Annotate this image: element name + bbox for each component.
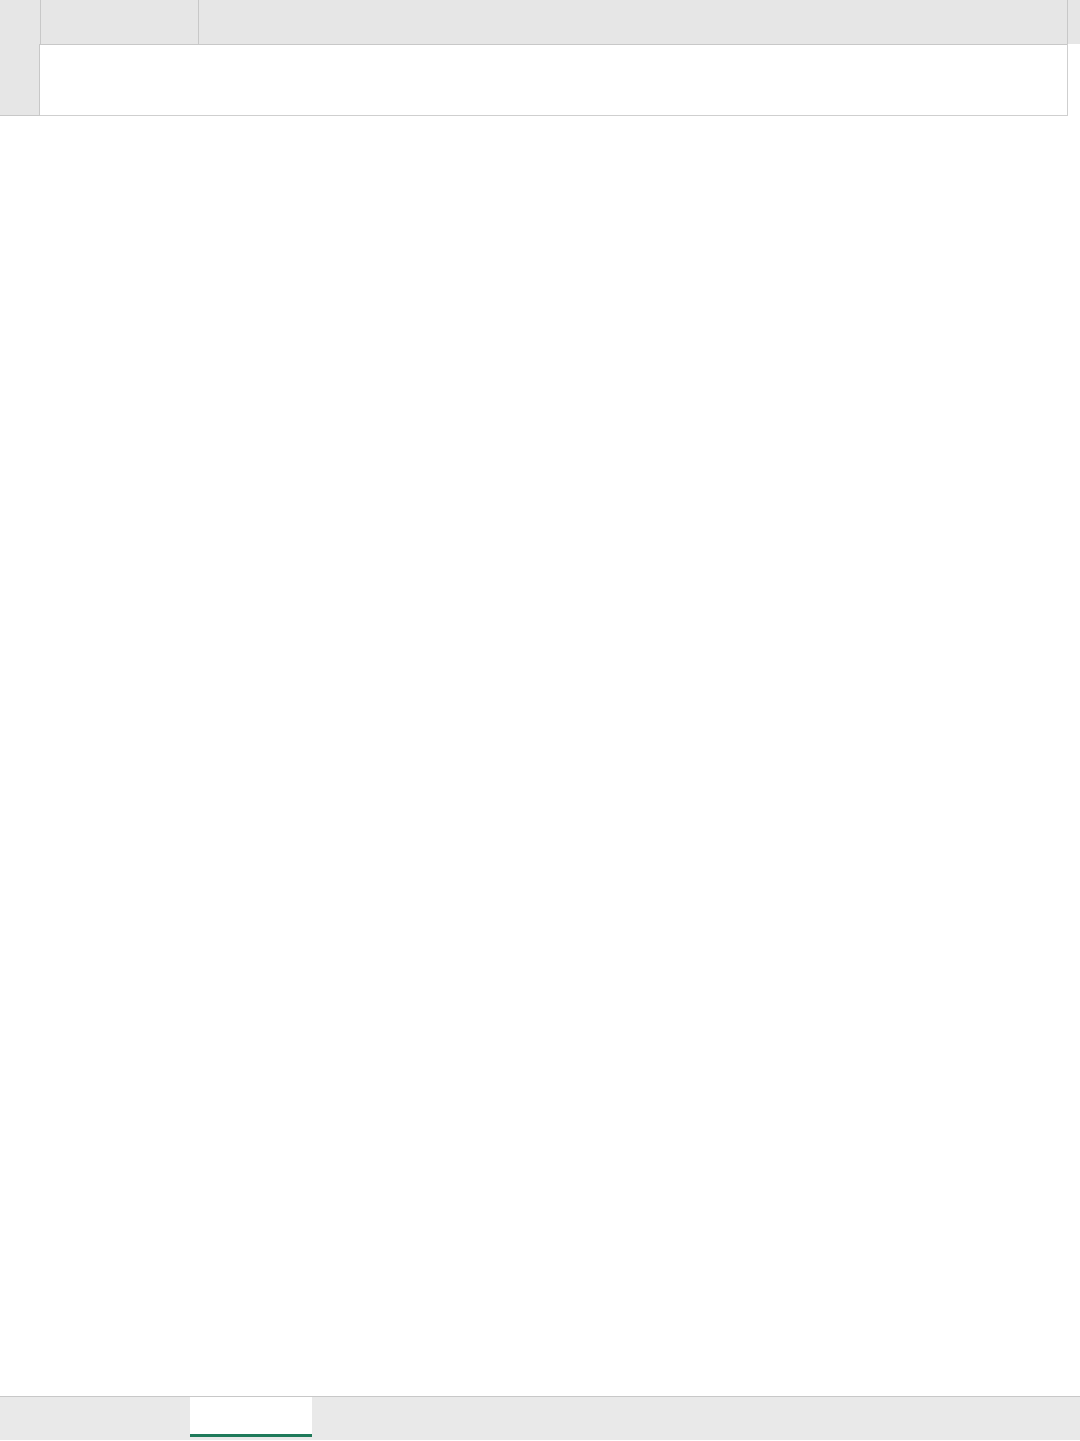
row-header-1[interactable] bbox=[0, 44, 40, 116]
column-header-a[interactable] bbox=[40, 0, 199, 44]
select-all-corner[interactable] bbox=[0, 0, 41, 44]
add-sheet-icon[interactable] bbox=[324, 1397, 354, 1441]
last-sheet-icon[interactable] bbox=[136, 1397, 166, 1441]
column-header-row bbox=[0, 0, 1080, 45]
first-sheet-icon[interactable] bbox=[2, 1397, 32, 1441]
prev-sheet-icon[interactable] bbox=[44, 1397, 74, 1441]
next-column-edge bbox=[1068, 44, 1080, 1396]
column-header-b[interactable] bbox=[199, 0, 1068, 44]
title-cell[interactable] bbox=[40, 44, 1068, 116]
next-sheet-icon[interactable] bbox=[92, 1397, 122, 1441]
sheet-tab-active[interactable] bbox=[190, 1397, 312, 1437]
sheet-tab-bar bbox=[0, 1396, 1080, 1440]
